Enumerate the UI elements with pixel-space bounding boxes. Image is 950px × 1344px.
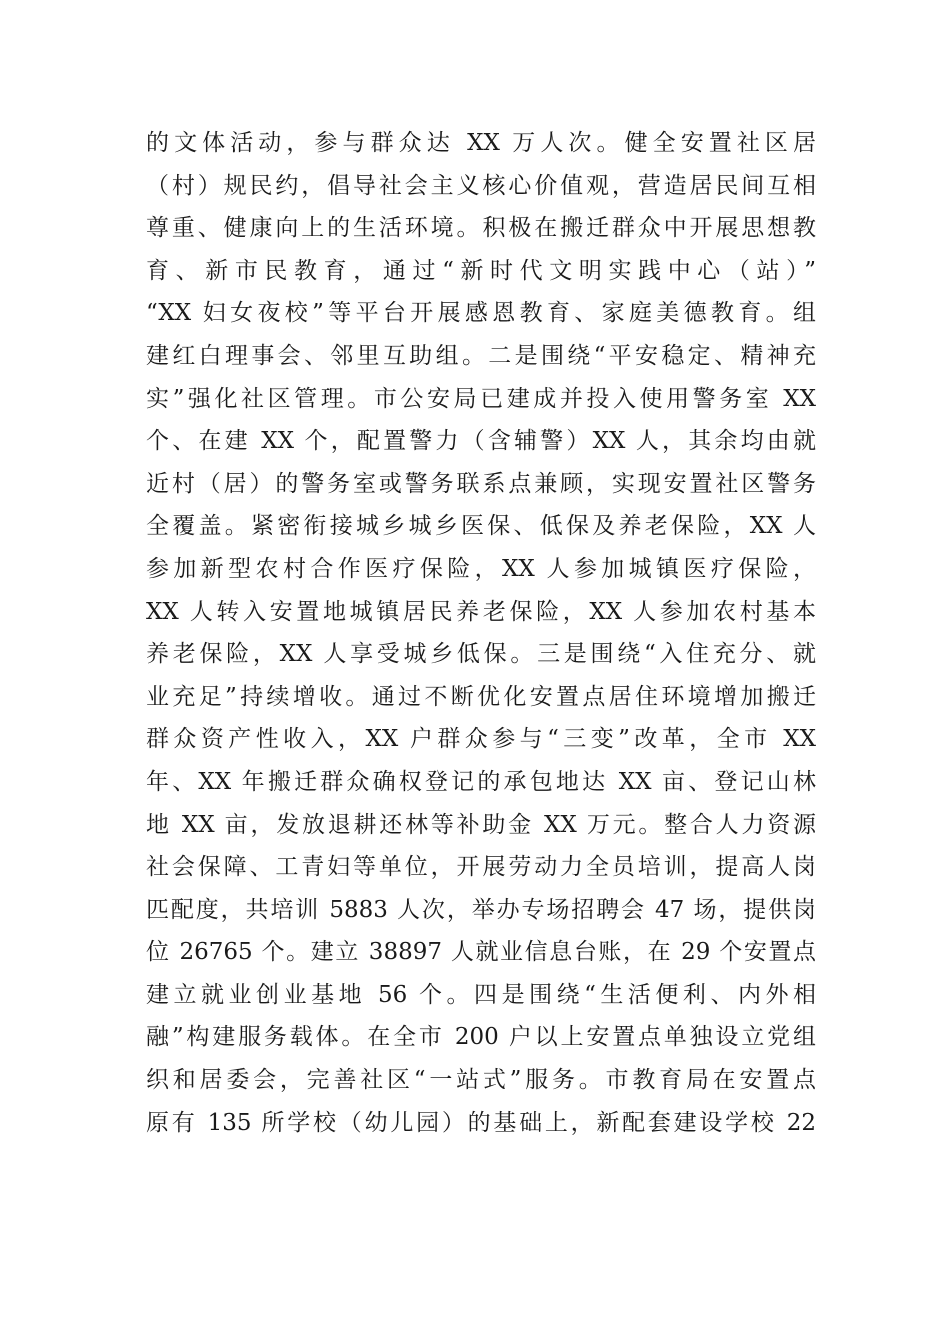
text-line: 织和居委会，完善社区“一站式”服务。市教育局在安置点: [146, 1067, 816, 1094]
body-text: [146, 122, 816, 1144]
text-line: XX 人转入安置地城镇居民养老保险，XX 人参加农村基本: [146, 598, 816, 625]
text-line: 群众资产性收入，XX 户群众参与“三变”改革，全市 XX: [146, 726, 816, 753]
text-line: “XX 妇女夜校”等平台开展感恩教育、家庭美德教育。组: [146, 300, 816, 327]
text-line: 位 26765 个。建立 38897 人就业信息台账，在 29 个安置点: [146, 939, 816, 966]
text-line: 原有 135 所学校（幼儿园）的基础上，新配套建设学校 22: [146, 1109, 816, 1136]
text-line: 社会保障、工青妇等单位，开展劳动力全员培训，提高人岗: [146, 854, 816, 881]
text-line: 建红白理事会、邻里互助组。二是围绕“平安稳定、精神充: [146, 342, 816, 369]
text-line: 近村（居）的警务室或警务联系点兼顾，实现安置社区警务: [146, 470, 816, 497]
text-line: 养老保险，XX 人享受城乡低保。三是围绕“入住充分、就: [146, 641, 816, 668]
text-line: 尊重、健康向上的生活环境。积极在搬迁群众中开展思想教: [146, 215, 816, 242]
text-line: 融”构建服务载体。在全市 200 户以上安置点单独设立党组: [146, 1024, 816, 1051]
text-line: 业充足”持续增收。通过不断优化安置点居住环境增加搬迁: [146, 683, 816, 710]
text-line: 地 XX 亩，发放退耕还林等补助金 XX 万元。整合人力资源: [146, 811, 816, 838]
text-line: 建立就业创业基地 56 个。四是围绕“生活便利、内外相: [146, 981, 816, 1008]
text-line: 年、XX 年搬迁群众确权登记的承包地达 XX 亩、登记山林: [146, 768, 816, 795]
text-line: 参加新型农村合作医疗保险，XX 人参加城镇医疗保险，: [146, 555, 816, 582]
text-line: 全覆盖。紧密衔接城乡城乡医保、低保及养老保险，XX 人: [146, 513, 816, 540]
text-line: 的文体活动，参与群众达 XX 万人次。健全安置社区居: [146, 130, 816, 156]
text-line: （村）规民约，倡导社会主义核心价值观，营造居民间互相: [146, 172, 816, 199]
text-line: 实”强化社区管理。市公安局已建成并投入使用警务室 XX: [146, 385, 816, 412]
text-line: 育、新市民教育，通过“新时代文明实践中心（站）”: [146, 257, 816, 284]
text-line: 个、在建 XX 个，配置警力（含辅警）XX 人，其余均由就: [146, 428, 816, 455]
text-line: 匹配度，共培训 5883 人次，举办专场招聘会 47 场，提供岗: [146, 896, 816, 923]
